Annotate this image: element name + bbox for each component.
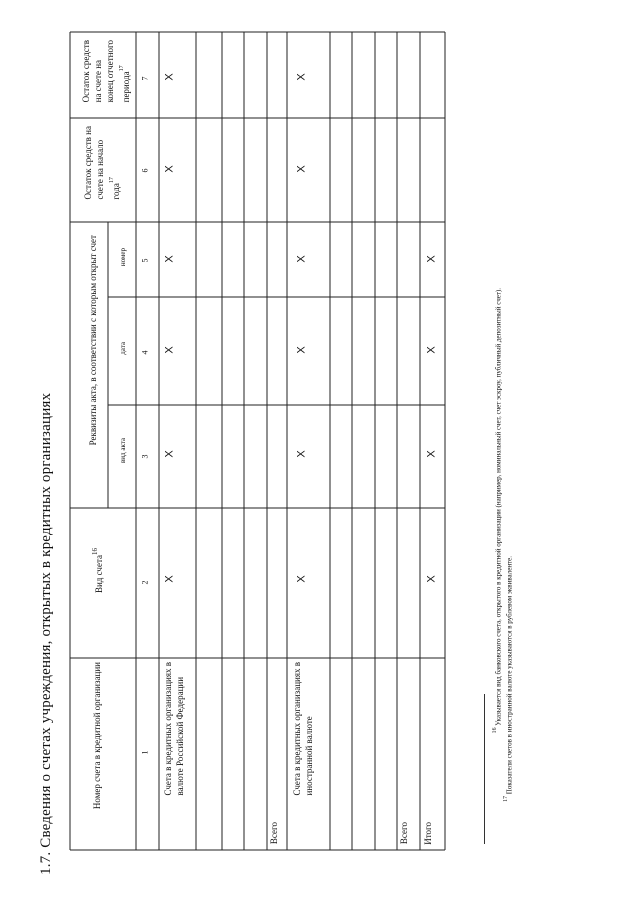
footnote-separator (484, 694, 485, 844)
footnote-ref-16: 16 (91, 548, 99, 555)
header-account-number: Номер счета в кредитной организации (92, 662, 102, 810)
footnote-17-text: Показатели счетов в иностранной валюте указываются в рублевом эквиваленте. (505, 556, 514, 795)
header-act-details: Реквизиты акта, в соответствии с которым открыт счет (88, 235, 98, 446)
header-balance-end-line-1: Остаток средств (81, 40, 91, 103)
x-mark: X (163, 575, 176, 583)
column-number: 5 (140, 258, 150, 263)
header-balance-start-line-3 (106, 126, 122, 199)
header-act-date: дата (119, 342, 127, 355)
x-mark: X (425, 346, 438, 354)
column-number: 1 (140, 750, 150, 755)
x-mark: X (295, 165, 308, 173)
row-label-foreign-line-2: иностранной валюте (304, 716, 314, 796)
x-mark: X (295, 346, 308, 354)
x-mark: X (295, 450, 308, 458)
row-label-foreign-accounts (291, 662, 315, 796)
header-balance-start (82, 126, 122, 199)
column-number: 6 (140, 168, 150, 173)
x-mark: X (425, 450, 438, 458)
x-mark: X (163, 450, 176, 458)
header-balance-end-text-4: периода (121, 71, 131, 103)
column-number: 7 (140, 76, 150, 81)
x-mark: X (163, 165, 176, 173)
row-label-foreign-line-1: Счета в кредитных организациях в (292, 662, 302, 796)
header-balance-start-line-2: счете на начало (95, 139, 105, 200)
x-mark: X (425, 575, 438, 583)
footnote-16 (492, 288, 502, 733)
column-number: 2 (140, 580, 150, 585)
footnote-16-mark: 16 (492, 727, 498, 734)
column-number: 3 (140, 454, 150, 459)
header-balance-end-line-4 (116, 40, 132, 102)
x-mark: X (425, 255, 438, 263)
header-account-type (90, 548, 105, 593)
footnote-ref-17: 17 (109, 177, 115, 184)
column-number: 4 (140, 350, 150, 355)
header-balance-end-line-3: конец отчетного (105, 40, 115, 103)
x-mark: X (295, 255, 308, 263)
footnote-17 (503, 556, 513, 802)
row-label-total-foreign: Всего (399, 822, 409, 845)
row-label-grand-total: Итого (423, 822, 433, 845)
x-mark: X (163, 346, 176, 354)
row-label-total-rub: Всего (269, 822, 279, 845)
x-mark: X (295, 575, 308, 583)
header-act-type: вид акта (119, 438, 127, 464)
x-mark: X (163, 73, 176, 81)
header-balance-start-line-1: Остаток средств на (83, 126, 93, 200)
footnote-16-text: Указывается вид банковского счета, открытого в кредитной организации (например, номинальный счет, счет эскроу, публичный депозитный счет). (494, 288, 503, 726)
row-label-rub-line-1: Счета в кредитных организациях в (163, 662, 173, 796)
section-title: 1.7. Сведения о счетах учреждения, открытых в кредитных организациях (38, 392, 54, 875)
x-mark: X (163, 255, 176, 263)
header-balance-end (80, 40, 132, 102)
header-balance-end-line-2: на счете на (93, 59, 103, 103)
x-mark: X (295, 73, 308, 81)
header-balance-start-text-3: года (111, 183, 121, 200)
footnote-ref-17b: 17 (119, 65, 125, 72)
header-act-number: номер (119, 248, 127, 267)
footnote-17-mark: 17 (503, 795, 509, 802)
row-label-rub-line-2: валюте Российской Федерации (175, 676, 185, 796)
header-account-type-label: Вид счета (94, 555, 104, 594)
row-label-rub-accounts (162, 662, 186, 796)
